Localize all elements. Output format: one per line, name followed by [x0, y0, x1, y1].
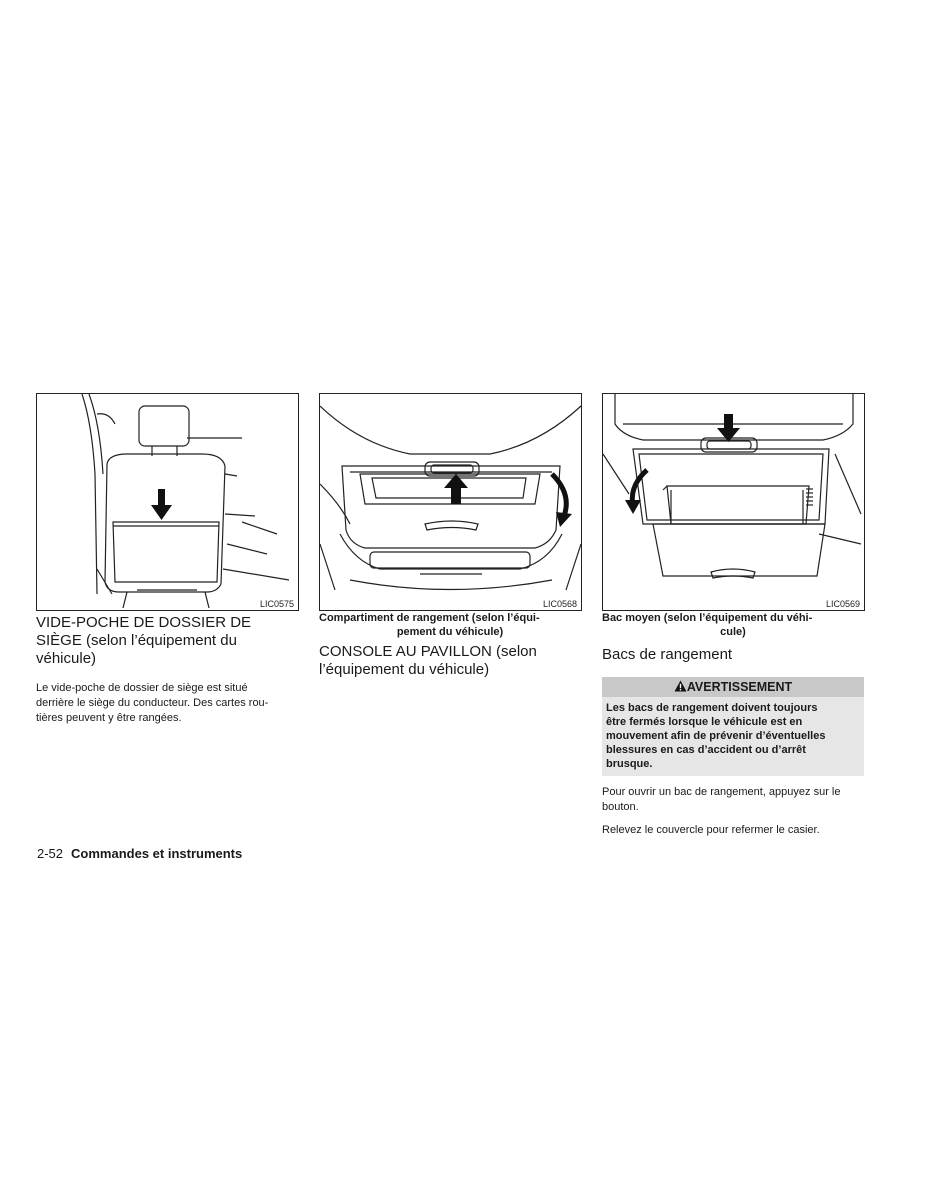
section-title: Commandes et instruments: [71, 846, 243, 861]
body-line-1: Le vide-poche de dossier de siège est situé: [36, 682, 248, 694]
body-paragraph: [36, 681, 298, 726]
storage-bin-illustration: [602, 393, 865, 611]
body-paragraph-2: Relevez le couvercle pour refermer le casier.: [602, 824, 820, 836]
page-number: 2-52: [37, 846, 64, 861]
caption-line-1: Bac moyen (selon l’équipement du véhi-: [602, 612, 813, 624]
seatback-drawing: [37, 394, 298, 610]
warning-line-2: être fermés lorsque le véhicule est en: [606, 716, 803, 728]
section-heading: [36, 614, 298, 668]
figure-caption: [602, 611, 864, 639]
body-line-2: bouton.: [602, 801, 639, 813]
storage-bin-drawing: [603, 394, 864, 610]
section-heading: [319, 643, 581, 679]
heading-line-1: VIDE-POCHE DE DOSSIER DE: [36, 614, 252, 631]
warning-icon: [674, 680, 687, 692]
body-line-3: tières peuvent y être rangées.: [36, 712, 182, 724]
warning-line-1: Les bacs de rangement doivent toujours: [606, 702, 818, 714]
caption-line-2: pement du véhicule): [396, 626, 504, 638]
figure-code: LIC0568: [542, 599, 577, 609]
warning-header: [602, 677, 864, 697]
caption-line-1: Compartiment de rangement (selon l’équi-: [319, 612, 540, 624]
heading-line-2: SIÈGE (selon l’équipement du: [36, 632, 237, 649]
overhead-console-drawing: [320, 394, 581, 610]
warning-line-5: brusque.: [606, 758, 653, 770]
figure-code: LIC0575: [259, 599, 294, 609]
seatback-pocket-illustration: [36, 393, 299, 611]
figure-code: LIC0569: [825, 599, 860, 609]
body-paragraph-1: [602, 785, 864, 815]
caption-line-2: cule): [720, 626, 746, 638]
warning-line-4: blessures en cas d’accident ou d’arrêt: [606, 744, 806, 756]
overhead-console-illustration: [319, 393, 582, 611]
section-heading: Bacs de rangement: [602, 646, 733, 663]
overhead-console-section: [319, 611, 581, 679]
storage-bins-section: [602, 611, 864, 838]
seatback-section: [36, 614, 298, 726]
heading-line-3: véhicule): [36, 650, 97, 667]
warning-title: AVERTISSEMENT: [686, 680, 793, 694]
page-footer: [37, 846, 242, 861]
warning-line-3: mouvement afin de prévenir d’éventuelles: [606, 730, 826, 742]
heading-line-2: l’équipement du véhicule): [319, 661, 490, 678]
warning-text: [602, 697, 864, 776]
heading-line-1: CONSOLE AU PAVILLON (selon: [319, 643, 537, 660]
body-line-1: Pour ouvrir un bac de rangement, appuyez sur le: [602, 786, 841, 798]
figure-caption: [319, 611, 581, 639]
body-line-2: derrière le siège du conducteur. Des cartes rou-: [36, 697, 269, 709]
warning-box: [602, 677, 864, 776]
